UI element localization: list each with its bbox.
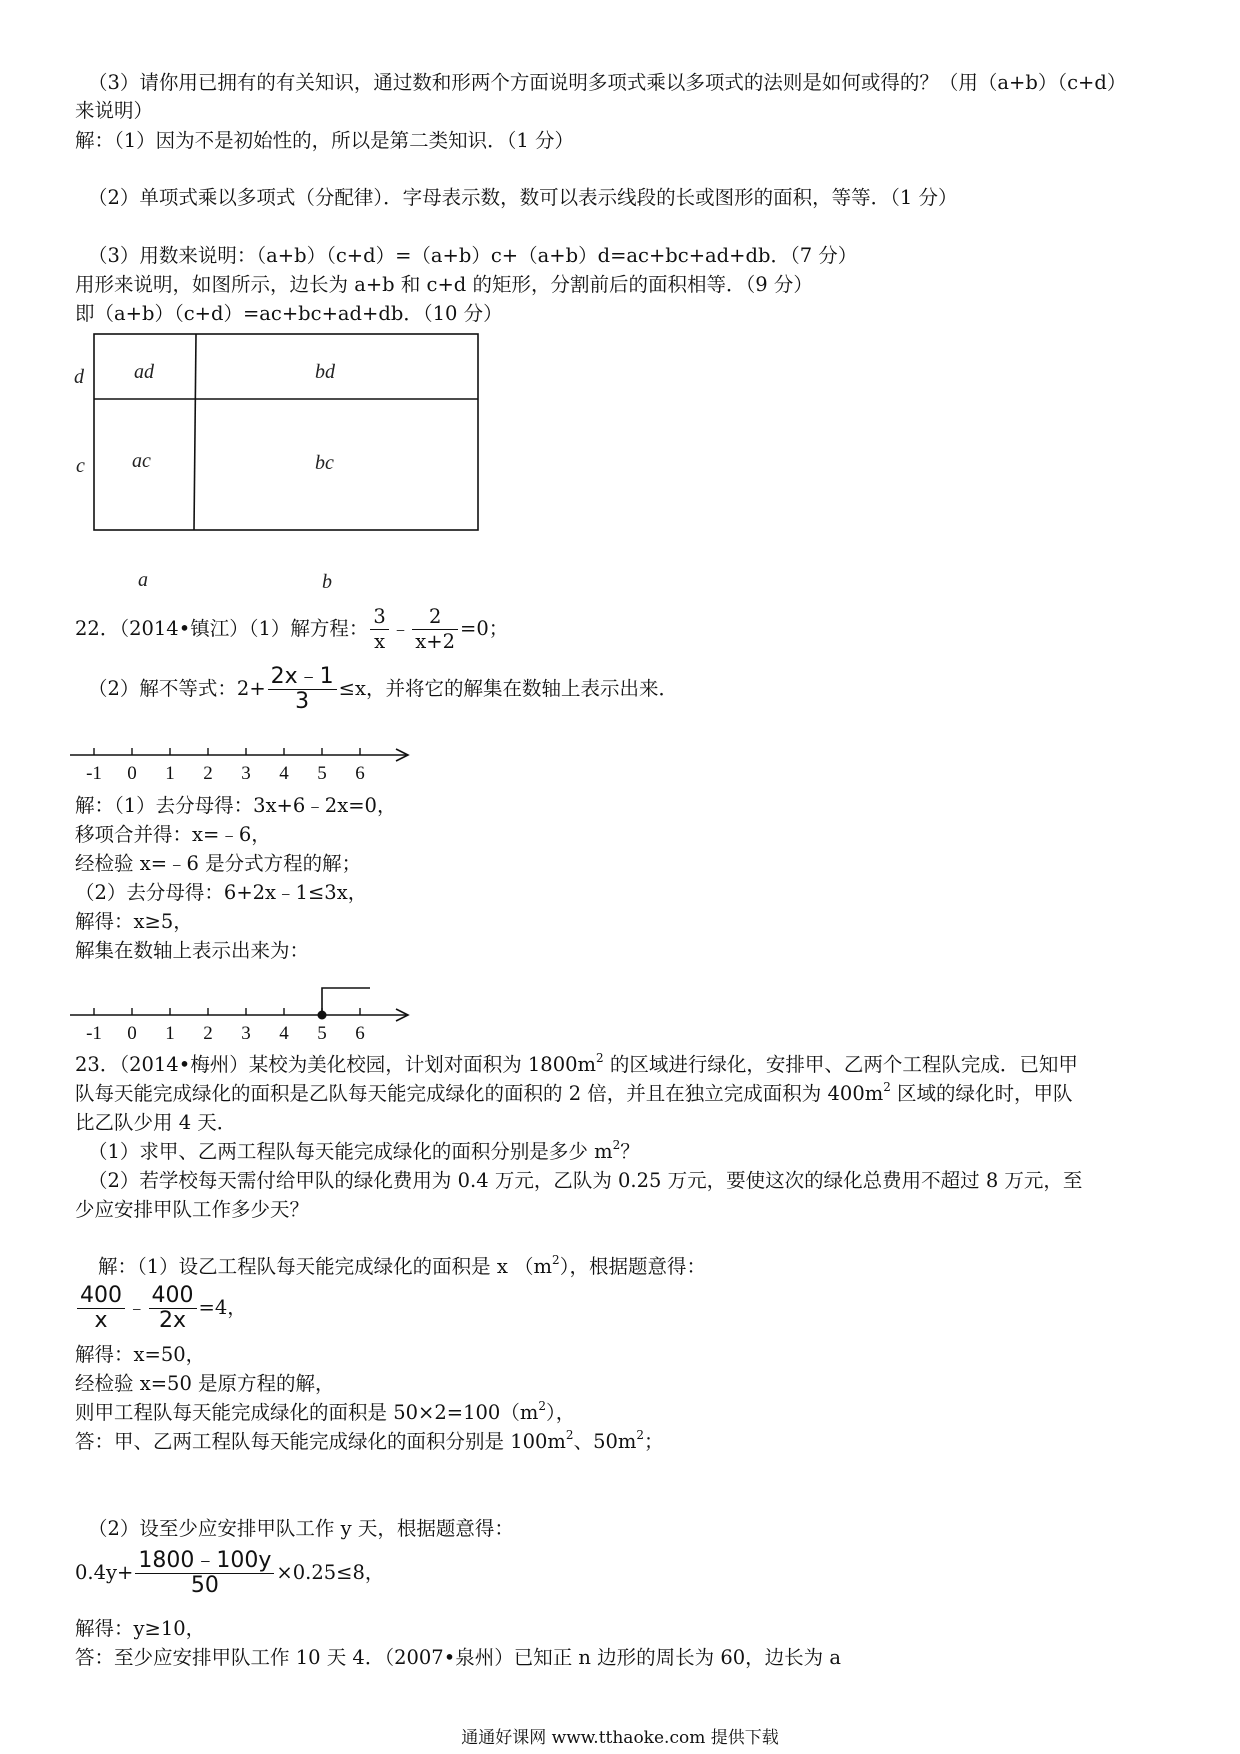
q22-part2: （2）解不等式：2+ $\frac{2x﹣1}{3}$ ≤x，并将它的解集在数轴上表示出来．: [88, 664, 679, 714]
tick-label: 5: [317, 1023, 327, 1044]
side-b-label: b: [322, 571, 332, 593]
tick-label: -1: [86, 763, 102, 784]
q23-sol-3: 经检验 x=50 是原方程的解，: [75, 1372, 335, 1395]
tick-label: 0: [127, 1023, 137, 1044]
q21-solution-5: 即（a+b）（c+d）=ac+bc+ad+db．（10 分）: [75, 302, 503, 325]
q22-title: 22．（2014•镇江）（1）解方程： $\frac{3}{x}$ ﹣ $\frac{2}{x+2}$ =0；: [75, 605, 509, 653]
page-footer: 通通好课网 www.tthaoke.com 提供下载: [461, 1728, 779, 1748]
solution-closed-dot: [318, 1011, 327, 1020]
number-line-solution: [70, 982, 430, 1052]
q23-line2: 队每天能完成绿化的面积是乙队每天能完成绿化的面积的 2 倍，并且在独立完成面积为 $400m^2$ 区域的绿化时，甲队: [75, 1080, 1073, 1105]
tick-label: 6: [355, 763, 365, 784]
q23-sol-1: 解：（1）设乙工程队每天能完成绿化的面积是 x $(m^2)$，根据题意得：: [98, 1253, 706, 1278]
q23-sol-2: 解得：x=50，: [75, 1343, 206, 1366]
q23-question-2b: 少应安排甲队工作多少天？: [75, 1198, 310, 1221]
tick-label: 1: [165, 763, 175, 784]
tick-label: 5: [317, 763, 327, 784]
q23-question-1: （1）求甲、乙两工程队每天能完成绿化的面积分别是多少 $m^2$？: [88, 1138, 640, 1163]
cell-bd-label: bd: [315, 361, 335, 383]
q23-equation-2: 0.4y+ $\frac{1800﹣100y}{50}$ ×0.25≤8，: [75, 1548, 385, 1598]
q23-sol-5: 答：甲、乙两工程队每天能完成绿化的面积分别是 $100m^2$、$50m^2$；: [75, 1428, 664, 1453]
tick-label: -1: [86, 1023, 102, 1044]
q21-part3-line2: 来说明）: [75, 99, 154, 122]
q22-sol-6: 解集在数轴上表示出来为：: [75, 939, 310, 962]
q23-question-2a: （2）若学校每天需付给甲队的绿化费用为 0.4 万元，乙队为 0.25 万元，要使这次的绿化总费用不超过 8 万元，至: [88, 1169, 1083, 1192]
cell-ad-label: ad: [134, 361, 154, 383]
q22-sol-5: 解得：x≥5，: [75, 910, 193, 933]
cell-bc-label: bc: [315, 452, 334, 474]
tick-label: 4: [279, 1023, 289, 1044]
solution-ray: [322, 988, 370, 1015]
rectangle-area-figure: [60, 330, 500, 600]
q21-solution-1: 解：（1）因为不是初始性的，所以是第二类知识．（1 分）: [75, 129, 575, 152]
q23-part2-sol-2: 答：至少应安排甲队工作 10 天 4．（2007•泉州）已知正 n 边形的周长为 60，边长为 a: [75, 1646, 841, 1669]
tick-label: 0: [127, 763, 137, 784]
tick-label: 2: [203, 1023, 213, 1044]
side-c-label: c: [76, 455, 85, 477]
q23-part2: （2）设至少应安排甲队工作 y 天，根据题意得：: [88, 1517, 514, 1540]
tick-label: 3: [241, 763, 251, 784]
q22-sol-2: 移项合并得：x=﹣6，: [75, 823, 271, 846]
q23-part2-sol-1: 解得：y≥10，: [75, 1617, 206, 1640]
q21-solution-3: （3）用数来说明：（a+b）（c+d）=（a+b）c+（a+b）d=ac+bc+ad+db．（7 分）: [88, 244, 858, 267]
q22-sol-3: 经检验 x=﹣6 是分式方程的解；: [75, 852, 362, 875]
side-d-label: d: [74, 366, 84, 388]
q22-sol-1: 解：（1）去分母得：3x+6﹣2x=0，: [75, 794, 397, 817]
tick-label: 3: [241, 1023, 251, 1044]
tick-label: 6: [355, 1023, 365, 1044]
q21-solution-4: 用形来说明，如图所示，边长为 a+b 和 c+d 的矩形，分割前后的面积相等．（9 分）: [75, 273, 813, 296]
tick-label: 4: [279, 763, 289, 784]
q21-solution-2: （2）单项式乘以多项式（分配律）．字母表示数，数可以表示线段的长或图形的面积，等等．（1 分）: [88, 186, 958, 209]
number-line-blank: [70, 735, 430, 785]
q21-part3-line1: （3）请你用已拥有的有关知识，通过数和形两个方面说明多项式乘以多项式的法则是如何或得的？（用（a+b）（c+d）: [88, 71, 1127, 94]
q23-line3: 比乙队少用 4 天．: [75, 1111, 237, 1134]
q22-sol-4: （2）去分母得：6+2x﹣1≤3x，: [75, 881, 368, 904]
q23-sol-4: 则甲工程队每天能完成绿化的面积是 $50\times 2=100(m^2)$，: [75, 1399, 576, 1424]
cell-ac-label: ac: [132, 450, 151, 472]
tick-label: 2: [203, 763, 213, 784]
q23-line1: 23．（2014•梅州）某校为美化校园，计划对面积为 $1800m^2$ 的区域进行绿化，安排甲、乙两个工程队完成．已知甲: [75, 1051, 1078, 1076]
tick-label: 1: [165, 1023, 175, 1044]
side-a-label: a: [138, 569, 148, 591]
q23-equation-1: $\frac{400}{x}$ ﹣ $\frac{400}{2x}$ =4，: [75, 1284, 247, 1333]
